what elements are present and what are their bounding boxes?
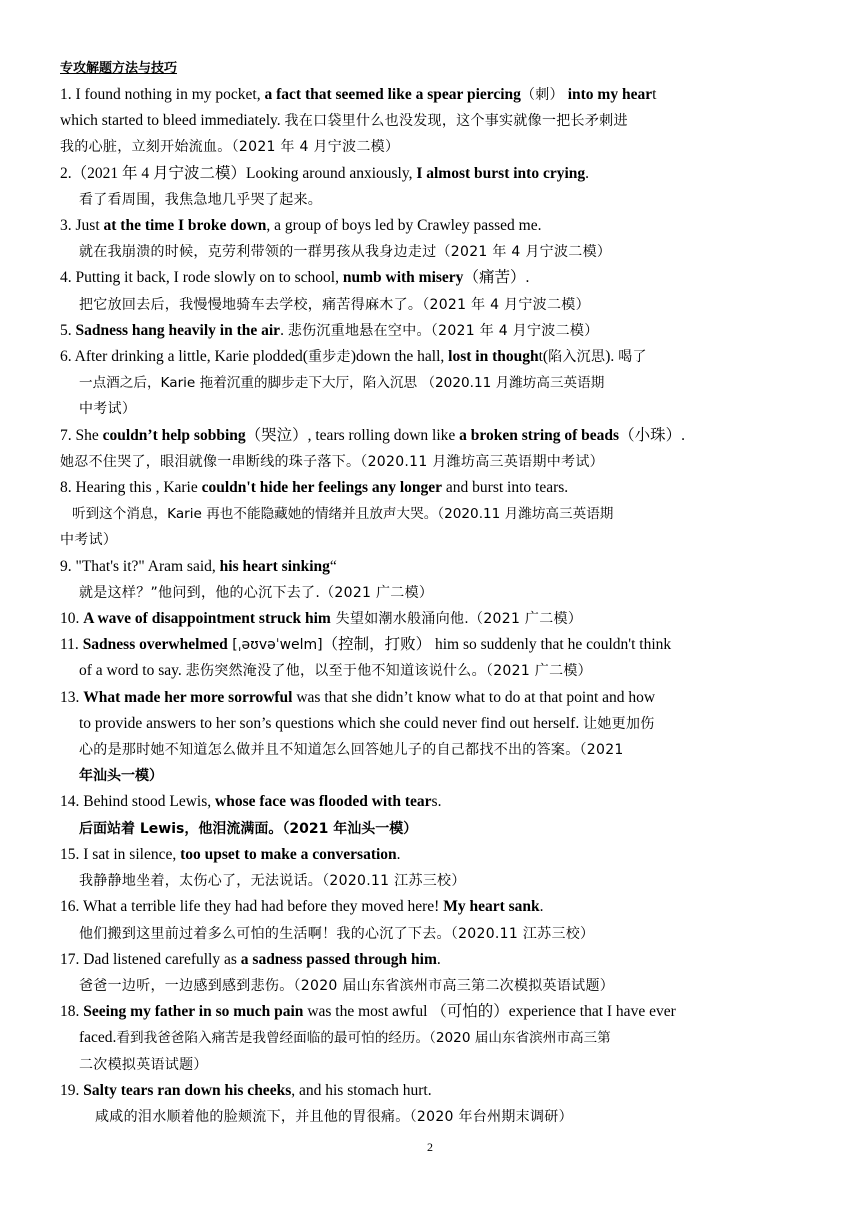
item-8-line-3: 中考试） — [60, 532, 118, 549]
item-8-line-1: 8. Hearing this , Karie couldn't hide her feelings any longer and burst into tears. — [60, 479, 569, 497]
item-14-line-2: 后面站着 Lewis，他泪流满面。（2021 年汕头一模） — [79, 820, 418, 837]
key-phrase: My heart sank — [443, 898, 540, 916]
key-phrase: I almost burst into crying — [416, 164, 586, 182]
item-3-line-2: 就在我崩溃的时候，克劳利带领的一群男孩从我身边走过（2021 年 4 月宁波二模） — [79, 244, 612, 261]
item-1-line-2: which started to bleed immediately. 我在口袋里什么也没发现，这个事实就像一把长矛刺进 — [60, 112, 628, 130]
item-2-line-2: 看了看周围，我焦急地几乎哭了起来。 — [79, 191, 323, 208]
key-phrase: a broken string of beads — [459, 426, 620, 444]
key-phrase: lost in though — [448, 348, 539, 366]
item-17-line-2: 爸爸一边听，一边感到感到悲伤。（2020 届山东省滨州市高三第二次模拟英语试题） — [79, 977, 615, 994]
phonetic-transcription: [ˌəʊvəˈwelm] — [227, 637, 323, 654]
item-5-line-1: 5. Sadness hang heavily in the air. 悲伤沉重地悬在空中。（2021 年 4 月宁波二模） — [60, 321, 599, 339]
item-9-line-1: 9. "That's it?" Aram said, his heart sinking“ — [60, 557, 337, 575]
item-6-line-1: 6. After drinking a little, Karie plodded(重步走)down the hall, lost in thought(陷入沉思). 喝了 — [60, 348, 647, 366]
key-phrase: whose face was flooded with tear — [215, 793, 432, 811]
item-11-line-2: of a word to say. 悲伤突然淹没了他，以至于他不知道该说什么。（2021 广二模） — [79, 662, 592, 680]
item-15-line-2: 我静静地坐着，太伤心了，无法说话。（2020.11 江苏三校） — [79, 873, 466, 890]
item-15-line-1: 15. I sat in silence, too upset to make a conversation. — [60, 845, 401, 863]
item-18-line-1: 18. Seeing my father in so much pain was the most awful （可怕的）experience that I have ever — [60, 1003, 676, 1021]
item-4-line-2: 把它放回去后，我慢慢地骑车去学校，痛苦得麻木了。（2021 年 4 月宁波二模） — [79, 296, 590, 313]
item-7-line-1: 7. She couldn’t help sobbing（哭泣）, tears rolling down like a broken string of beads（小珠）. — [60, 426, 685, 444]
item-1-line-3: 我的心脏，立刻开始流血。（2021 年 4 月宁波二模） — [60, 139, 400, 156]
item-11-line-1: 11. Sadness overwhelmed [ˌəʊvəˈwelm]（控制，打败） him so suddenly that he couldn't think — [60, 636, 672, 654]
key-phrase: Salty tears ran down his cheeks — [83, 1081, 292, 1099]
key-phrase: Sadness hang heavily in the air — [75, 321, 281, 339]
item-13-line-3: 心的是那时她不知道怎么做并且不知道怎么回答她儿子的自己都找不出的答案。（2021 — [79, 742, 624, 759]
item-6-line-2: 一点酒之后，Karie 拖着沉重的脚步走下大厅，陷入沉思 （2020.11 月潍坊高三英语期 — [79, 375, 605, 392]
item-18-line-2: faced.看到我爸爸陷入痛苦是我曾经面临的最可怕的经历。（2020 届山东省滨州市高三第 — [79, 1029, 611, 1047]
key-phrase: too upset to make a conversation — [180, 845, 397, 863]
key-phrase: his heart sinking — [219, 557, 330, 575]
key-phrase: at the time I broke down — [103, 217, 267, 235]
item-2-line-1: 2.（2021 年 4 月宁波二模）Looking around anxiously, I almost burst into crying. — [60, 164, 590, 182]
item-9-line-2: 就是这样？”他问到，他的心沉下去了.（2021 广二模） — [79, 584, 434, 601]
item-16-line-2: 他们搬到这里前过着多么可怕的生活啊！我的心沉了下去。（2020.11 江苏三校） — [79, 925, 595, 942]
item-13-line-2: to provide answers to her son’s questions which she could never find out herself. 让她更加伤 — [79, 714, 655, 732]
key-phrase: Sadness overwhelmed — [82, 636, 228, 654]
section-heading: 专攻解题方法与技巧 — [60, 61, 178, 76]
item-13-line-4: 年汕头一模） — [79, 768, 163, 785]
item-7-line-2: 她忍不住哭了，眼泪就像一串断线的珠子落下。（2020.11 月潍坊高三英语期中考试） — [60, 453, 604, 470]
document-content — [60, 58, 802, 1130]
item-3-line-1: 3. Just at the time I broke down, a group of boys led by Crawley passed me. — [60, 217, 542, 235]
item-14-line-1: 14. Behind stood Lewis, whose face was flooded with tears. — [60, 793, 442, 811]
key-phrase: couldn’t help sobbing — [102, 426, 246, 444]
key-phrase: a sadness passed through him — [240, 950, 437, 968]
key-phrase: What made her more sorrowful — [83, 688, 293, 706]
key-phrase: into my hear — [563, 86, 653, 103]
key-phrase: numb with misery — [342, 269, 464, 287]
key-phrase: couldn't hide her feelings any longer — [201, 479, 443, 497]
item-4-line-1: 4. Putting it back, I rode slowly on to school, numb with misery（痛苦）. — [60, 269, 530, 287]
item-6-line-3: 中考试） — [79, 401, 137, 418]
item-19-line-2: 咸咸的泪水顺着他的脸颊流下，并且他的胃很痛。（2020 年台州期末调研） — [95, 1108, 573, 1125]
item-10-line-1: 10. A wave of disappointment struck him 失望如潮水般涌向他.（2021 广二模） — [60, 610, 583, 628]
item-16-line-1: 16. What a terrible life they had had before they moved here! My heart sank. — [60, 898, 544, 916]
page-number: 2 — [427, 1140, 433, 1154]
item-17-line-1: 17. Dad listened carefully as a sadness passed through him. — [60, 950, 441, 968]
item-19-line-1: 19. Salty tears ran down his cheeks, and his stomach hurt. — [60, 1081, 432, 1099]
item-8-line-2: 听到这个消息，Karie 再也不能隐藏她的情绪并且放声大哭。（2020.11 月潍坊高三英语期 — [72, 506, 614, 523]
item-18-line-3: 二次模拟英语试题） — [79, 1056, 208, 1073]
item-13-line-1: 13. What made her more sorrowful was that she didn’t know what to do at that point and how — [60, 688, 656, 706]
key-phrase: A wave of disappointment struck him — [83, 610, 331, 628]
key-phrase: Seeing my father in so much pain — [83, 1003, 304, 1021]
item-1-line-1: 1. I found nothing in my pocket, a fact that seemed like a spear piercing（刺） into my heart — [60, 86, 657, 103]
key-phrase: a fact that seemed like a spear piercing — [264, 86, 521, 103]
